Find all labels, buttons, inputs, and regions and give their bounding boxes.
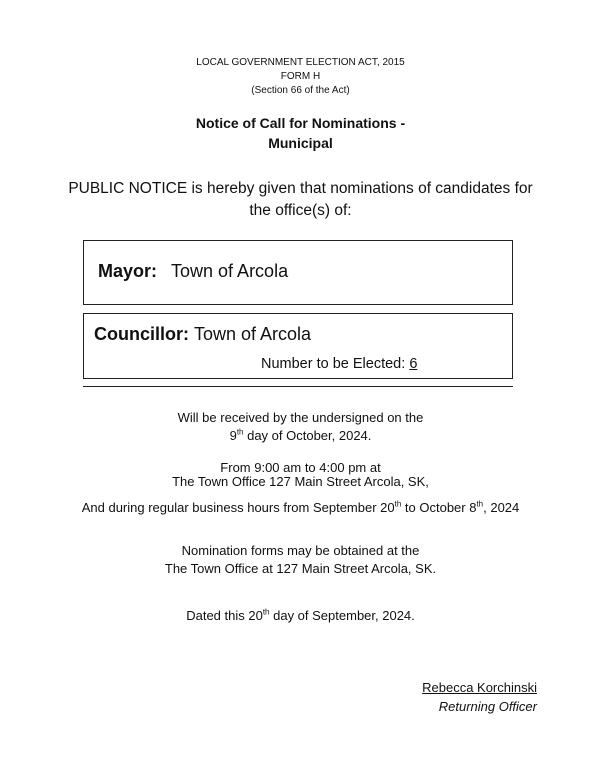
public-notice-line1: PUBLIC NOTICE is hereby given that nominations of candidates for [68, 180, 533, 197]
councillor-municipality: Town of Arcola [194, 324, 312, 344]
mayor-municipality: Town of Arcola [171, 261, 289, 281]
business-suffix-2: th [476, 499, 484, 509]
forms-line1: Nomination forms may be obtained at the [181, 543, 420, 558]
dated-rest: day of September, 2024. [269, 608, 415, 623]
receipt-day-rest: day of October, 2024. [243, 428, 372, 443]
hours-line1: From 9:00 am to 4:00 pm at [220, 460, 381, 475]
councillor-position: Councillor: [94, 324, 189, 344]
notice-title: Notice of Call for Nominations - [195, 115, 406, 131]
notice-subtitle: Municipal [268, 135, 333, 151]
receipt-line1: Will be received by the undersigned on the [177, 410, 424, 425]
mayor-position: Mayor: [98, 261, 158, 281]
business-prefix: And during regular business hours from September 20 [81, 500, 395, 515]
form-label: FORM H [280, 71, 321, 82]
returning-officer-name: Rebecca Korchinski [422, 680, 537, 695]
dated-suffix: th [262, 607, 270, 617]
councillor-office-box [83, 313, 513, 379]
act-title: LOCAL GOVERNMENT ELECTION ACT, 2015 [196, 57, 405, 68]
hours-line2: The Town Office 127 Main Street Arcola, SK, [172, 474, 429, 489]
councillor-line [94, 323, 311, 345]
receipt-date-line [0, 427, 601, 444]
returning-officer-title: Returning Officer [438, 699, 537, 714]
number-elected-line [261, 355, 417, 373]
number-elected-label: Number to be Elected: [261, 356, 406, 372]
receipt-day-suffix: th [236, 427, 244, 437]
forms-line2: The Town Office at 127 Main Street Arcola, SK. [164, 561, 437, 576]
mayor-line [98, 260, 288, 282]
divider-line [83, 386, 513, 387]
mayor-office-box [83, 240, 513, 305]
number-elected-value: 6 [409, 356, 418, 372]
dated-prefix: Dated this 20 [186, 608, 263, 623]
signature-block [422, 679, 537, 715]
business-end: , 2024 [483, 500, 520, 515]
business-suffix-1: th [394, 499, 402, 509]
public-notice-line2: the office(s) of: [249, 202, 352, 219]
business-hours-line [0, 499, 601, 516]
section-reference: (Section 66 of the Act) [251, 85, 350, 96]
receipt-day-number: 9 [229, 428, 237, 443]
dated-line [0, 607, 601, 624]
business-mid: to October 8 [401, 500, 477, 515]
